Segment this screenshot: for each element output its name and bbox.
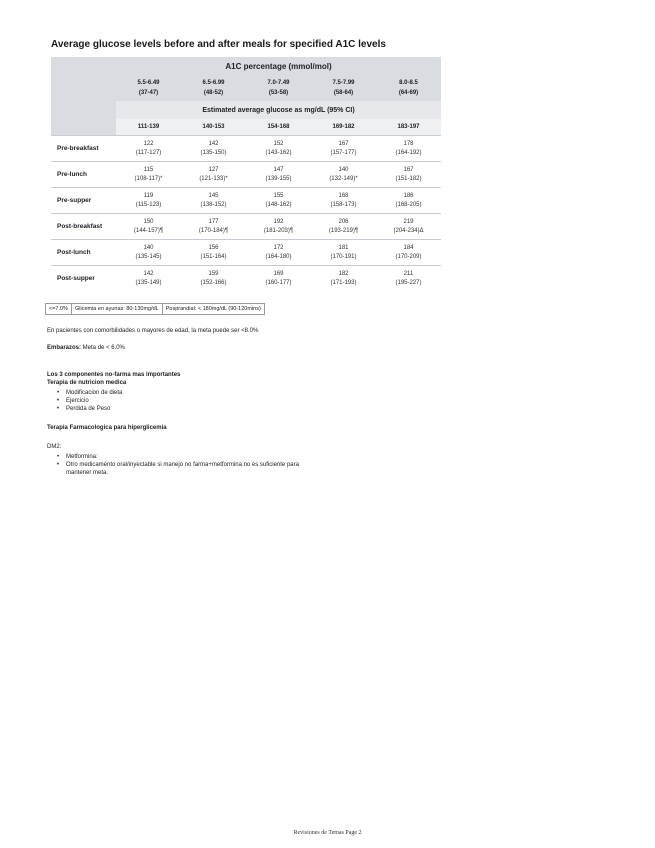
goal-postprandial: Posprandial: < 180mg/dL (90-120mins) (165, 306, 261, 312)
value-cell: 145 (138-152) (181, 188, 246, 214)
value-cell: 115 (108-117)* (116, 162, 181, 188)
list-item: • Modificacion de dieta (57, 389, 122, 397)
a1c-range-cell: 5.5-6.49 (37-47) (116, 75, 181, 101)
dm2-list (57, 453, 299, 469)
value-cell: 206 (193-219)¶ (311, 214, 376, 240)
value-cell: 168 (158-173) (311, 188, 376, 214)
a1c-range-cell: 7.5-7.99 (58-64) (311, 75, 376, 101)
a1c-range-cell: 7.0-7.49 (53-58) (246, 75, 311, 101)
value-cell: 155 (148-162) (246, 188, 311, 214)
components-list (57, 389, 122, 413)
value-cell: 159 (152-166) (181, 266, 246, 292)
value-cell: 184 (170-209) (376, 240, 441, 266)
value-cell: 182 (171-193) (311, 266, 376, 292)
row-label: Post-breakfast (51, 214, 116, 240)
estimated-range-cell: 183-197 (376, 119, 441, 136)
list-item: • Ejercicio (57, 397, 122, 405)
a1c-header: A1C percentage (mmol/mol) (116, 57, 441, 75)
value-cell: 127 (121-133)* (181, 162, 246, 188)
value-cell: 181 (170-191) (311, 240, 376, 266)
table-row (51, 188, 441, 214)
glucose-table (51, 57, 441, 291)
page-footer: Revisiones de Temas Page 2 (293, 830, 362, 836)
value-cell: 140 (132-149)* (311, 162, 376, 188)
value-cell: 119 (115-123) (116, 188, 181, 214)
pregnancy-label: Embarazos: (47, 345, 82, 351)
pregnancy-note (47, 345, 125, 351)
a1c-range-cell: 6.5-6.99 (48-52) (181, 75, 246, 101)
value-cell: 150 (144-157)¶ (116, 214, 181, 240)
row-label: Pre-lunch (51, 162, 116, 188)
estimated-range-cell: 169-182 (311, 119, 376, 136)
list-item: • Otro medicamento oral/inyectable si manejo no farma+metformina no es suficiente para (57, 461, 299, 469)
pregnancy-text: Meta de < 6.0% (81, 345, 125, 351)
value-cell: 142 (135-149) (116, 266, 181, 292)
row-label: Pre-breakfast (51, 136, 116, 162)
page-title: Average glucose levels before and after meals for specified A1C levels (51, 39, 386, 50)
list-item: • Metformina: (57, 453, 299, 461)
value-cell: 211 (195-227) (376, 266, 441, 292)
value-cell: 147 (139-155) (246, 162, 311, 188)
value-cell: 169 (160-177) (246, 266, 311, 292)
row-label: Post-lunch (51, 240, 116, 266)
components-heading: Los 3 componentes no-farma mas importantes (47, 372, 181, 378)
value-cell: 177 (170-184)¶ (181, 214, 246, 240)
pharm-heading: Terapia Farmacologica para hiperglicemia (47, 425, 167, 431)
value-cell: 140 (135-145) (116, 240, 181, 266)
row-label: Post-supper (51, 266, 116, 292)
goals-box (45, 303, 265, 315)
value-cell: 156 (151-164) (181, 240, 246, 266)
table-row (51, 162, 441, 188)
estimated-header: Estimated average glucose as mg/dL (95% CI) (116, 101, 441, 119)
value-cell: 178 (164-192) (376, 136, 441, 162)
value-cell: 152 (143-162) (246, 136, 311, 162)
value-cell: 142 (135-150) (181, 136, 246, 162)
value-cell: 167 (157-177) (311, 136, 376, 162)
therapy-heading: Terapia de nutricion medica (47, 380, 127, 386)
table-row (51, 240, 441, 266)
dm2-continuation: mantener meta. (66, 470, 109, 476)
estimated-range-cell: 154-168 (246, 119, 311, 136)
estimated-range-cell: 111-139 (116, 119, 181, 136)
value-cell: 172 (164-180) (246, 240, 311, 266)
table-corner (51, 57, 116, 136)
goal-a1c: <=7.0% (46, 304, 72, 314)
value-cell: 167 (151-182) (376, 162, 441, 188)
list-item: • Perdida de Peso (57, 405, 122, 413)
a1c-range-cell: 8.0-8.5 (64-69) (376, 75, 441, 101)
comorbid-note: En pacientes con comorbilidades o mayores de edad, la meta puede ser <8.0% (47, 328, 259, 334)
estimated-range-cell: 140-153 (181, 119, 246, 136)
value-cell: 186 (168-205) (376, 188, 441, 214)
goal-fasting: Glicemia en ayunas: 80-130mg/dL (72, 304, 163, 314)
row-label: Pre-supper (51, 188, 116, 214)
table-row (51, 266, 441, 292)
dm2-label: DM2: (47, 444, 62, 450)
value-cell: 192 (181-203)¶ (246, 214, 311, 240)
value-cell: 122 (117-127) (116, 136, 181, 162)
table-row (51, 136, 441, 162)
value-cell: 219 (204-234)Δ (376, 214, 441, 240)
table-row (51, 214, 441, 240)
